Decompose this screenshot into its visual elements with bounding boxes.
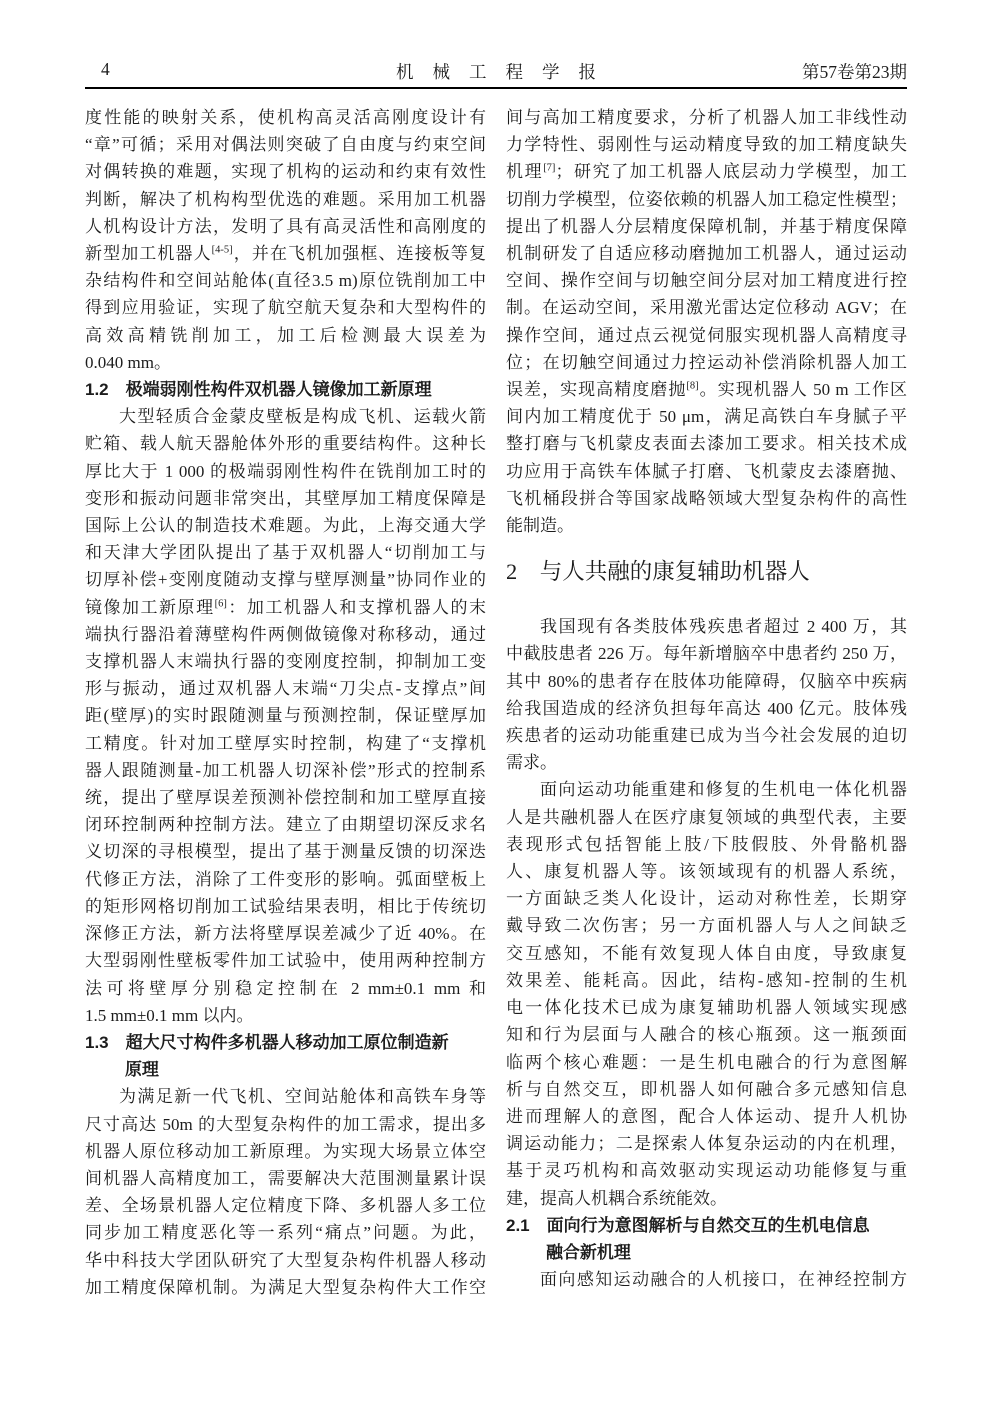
body-text-line: 华中科技大学团队研究了大型复杂构件机器人移动: [85, 1250, 486, 1270]
body-text-line: 新型加工机器人[4-5]，并在飞机加强框、连接板等复: [85, 244, 487, 264]
subsection-heading: 1.3 超大尺寸构件多机器人移动加工原位制造新: [85, 1032, 449, 1052]
two-column-body: [85, 104, 907, 1301]
body-text-line: 的矩形网格切削加工试验结果表明，相比于传统切: [85, 896, 486, 916]
body-text-line: 机器人原位移动加工新原理。为实现大场景立体空: [85, 1141, 486, 1161]
body-text-line: 面向运动功能重建和修复的生机电一体化机器: [540, 780, 907, 800]
body-text-line: 中截肢患者 226 万。每年新增脑卒中患者约 250 万，: [506, 644, 907, 664]
body-text-line: 需求。: [506, 753, 557, 773]
section-heading: 2 与人共融的康复辅助机器人: [506, 559, 810, 585]
body-text-line: 间与高加工精度要求，分析了机器人加工非线性动: [506, 108, 907, 127]
body-text-line: 调运动能力；二是探索人体复杂运动的内在机理，: [506, 1134, 907, 1154]
body-text-line: 机理[7]；研究了加工机器人底层动力学模型，加工: [506, 162, 908, 182]
body-text-line: 位；在切触空间通过力控运动补偿消除机器人加工: [506, 352, 907, 372]
body-text-line: 一方面缺乏类人化设计，运动对称性差，长期穿: [506, 889, 907, 909]
reference-superscript: [4-5]: [211, 244, 233, 256]
body-text-line: 交互感知，不能有效复现人体自由度，导致康复: [506, 943, 907, 963]
body-text-line: 深修正方法，新方法将壁厚误差减少了近 40%。在: [85, 924, 486, 944]
body-text-line: 效果差、能耗高。因此，结构-感知-控制的生机: [506, 970, 907, 990]
body-text-line: 切削力学模型，位姿依赖的机器人加工稳定性模型；: [506, 189, 907, 209]
body-text-line: 同步加工精度恶化等一系列“痛点”问题。为此，: [85, 1223, 486, 1243]
body-text-line: 得到应用验证，实现了航空航天复杂和大型构件的: [85, 298, 486, 318]
body-text-line: 镜像加工新原理[6]：加工机器人和支撑机器人的末: [85, 597, 487, 617]
body-text-line: 其中 80%的患者存在肢体功能障碍，仅脑卒中疾病: [506, 671, 907, 691]
body-text-line: 进而理解人的意图，配合人体运动、提升人机协: [506, 1106, 907, 1126]
body-text-line: 空间、操作空间与切触空间分层对加工精度进行控: [506, 271, 907, 291]
body-text-line: 人、康复机器人等。该领域现有的机器人系统，: [506, 862, 907, 882]
body-text-line: 能制造。: [506, 516, 574, 536]
body-text-line: 人是共融机器人在医疗康复领域的典型代表，主要: [506, 807, 907, 827]
body-text-line: 析与自然交互，即机器人如何融合多元感知信息: [506, 1079, 907, 1099]
reference-superscript: [6]: [214, 598, 227, 609]
body-text-line: 大型弱刚性壁板零件加工试验中，使用两种控制方: [85, 951, 486, 971]
body-text-line: 判断，解决了机构构型优选的难题。采用加工机器: [85, 189, 486, 209]
body-text-line: 疾患者的运动功能重建已成为当今社会发展的迫切: [506, 726, 907, 746]
body-text-line: 代修正方法，消除了工件变形的影响。弧面壁板上: [85, 869, 486, 889]
body-text-line: 尺寸高达 50m 的大型复杂构件的加工需求，提出多: [85, 1114, 486, 1134]
body-text-line: 对偶转换的难题，实现了机构的运动和约束有效性: [85, 162, 486, 182]
body-text-line: 器人跟随测量-加工机器人切深补偿”形式的控制系: [85, 760, 486, 780]
page-number: 4: [101, 59, 110, 79]
subsection-heading: 融合新机理: [545, 1242, 631, 1262]
body-text-line: 杂结构件和空间站舱体(直径3.5 m)原位铣削加工中: [85, 271, 486, 291]
body-text-line: 高效高精铣削加工，加工后检测最大误差为: [85, 325, 486, 345]
reference-superscript: [8]: [686, 380, 699, 392]
body-text-line: 力学特性、弱刚性与运动精度导致的加工精度缺失: [506, 135, 907, 155]
body-text-line: 电一体化技术已成为康复辅助机器人领域实现感: [506, 998, 907, 1018]
body-text-line: 知和行为层面与人融合的核心瓶颈。这一瓶颈面: [506, 1025, 907, 1045]
body-text-line: 工精度。针对加工壁厚实时控制，构建了“支撑机: [85, 733, 486, 753]
body-text-line: 和天津大学团队提出了基于双机器人“切削加工与: [85, 543, 486, 563]
body-text-line: 度性能的映射关系，使机构高灵活高刚度设计有: [85, 108, 486, 127]
body-text-line: “章”可循；采用对偶法则突破了自由度与约束空间: [85, 135, 486, 155]
body-text-line: 临两个核心难题：一是生机电融合的行为意图解: [506, 1052, 907, 1072]
body-text-line: 机制研发了自适应移动磨抛加工机器人，通过运动: [506, 244, 907, 264]
body-text-line: 提出了机器人分层精度保障机制，并基于精度保障: [506, 216, 907, 236]
body-text-line: 支撑机器人末端执行器的变刚度控制，抑制加工变: [85, 652, 486, 672]
body-text-line: 1.5 mm±0.1 mm 以内。: [85, 1005, 254, 1025]
body-text-line: 面向感知运动融合的人机接口，在神经控制方: [540, 1270, 907, 1290]
body-text-line: 我国现有各类肢体残疾患者超过 2 400 万，其: [540, 617, 907, 637]
body-text-line: 加工精度保障机制。为满足大型复杂构件大工作空: [85, 1277, 486, 1297]
body-text-line: 变形和振动问题非常突出，其壁厚加工精度保障是: [85, 488, 486, 508]
body-text-line: 闭环控制两种控制方法。建立了由期望切深反求名: [85, 815, 486, 835]
text-column-left: [85, 104, 486, 1301]
body-text-line: 距(壁厚)的实时跟随测量与预测控制，保证壁厚加: [85, 706, 486, 726]
body-text-line: 国际上公认的制造技术难题。为此，上海交通大学: [85, 516, 486, 536]
body-text-line: 0.040 mm。: [85, 352, 171, 372]
subsection-heading: 原理: [124, 1060, 159, 1080]
body-text-line: 制。在运动空间，采用激光雷达定位移动 AGV；在: [506, 298, 907, 318]
body-text-line: 贮箱、载人航天器舱体外形的重要结构件。这种长: [85, 434, 486, 454]
body-text-line: 建，提高人机耦合系统能效。: [506, 1188, 727, 1208]
header-rule: [85, 87, 907, 89]
body-text-line: 法可将壁厚分别稳定控制在 2 mm±0.1 mm 和: [85, 978, 486, 998]
issue-label: 第57卷第23期: [802, 62, 907, 82]
body-text-line: 整打磨与飞机蒙皮表面去漆加工要求。相关技术成: [506, 434, 907, 454]
subsection-heading: 1.2 极端弱刚性构件双机器人镜像加工新原理: [85, 380, 432, 400]
body-text-line: 基于灵巧机构和高效驱动实现运动功能修复与重: [506, 1161, 907, 1181]
body-text-line: 切厚补偿+变刚度随动支撑与壁厚测量”协同作业的: [85, 570, 486, 590]
body-text-line: 间机器人高精度加工，需要解决大范围测量累计误: [85, 1168, 486, 1188]
body-text-line: 间内加工精度优于 50 μm，满足高铁白车身腻子平: [506, 407, 907, 427]
reference-superscript: [7]: [543, 162, 556, 174]
body-text-line: 人机构设计方法，发明了具有高灵活性和高刚度的: [85, 216, 486, 236]
body-text-line: 给我国造成的经济负担每年高达 400 亿元。肢体残: [506, 698, 907, 718]
body-text-line: 误差，实现高精度磨抛[8]。实现机器人 50 m 工作区: [506, 380, 907, 400]
body-text-line: 飞机桶段拼合等国家战略领域大型复杂构件的高性: [506, 488, 907, 508]
body-text-line: 统，提出了壁厚误差预测补偿控制和加工壁厚直接: [85, 788, 486, 808]
journal-title: 机械工程学报: [396, 62, 615, 82]
body-text-line: 差、全场景机器人定位精度下降、多机器人多工位: [85, 1196, 486, 1216]
body-text-line: 戴导致二次伤害；另一方面机器人与人之间缺乏: [506, 916, 907, 936]
body-text-line: 义切深的寻根模型，提出了基于测量反馈的切深迭: [85, 842, 486, 862]
body-text-line: 端执行器沿着薄壁构件两侧做镜像对称移动，通过: [85, 624, 486, 644]
subsection-heading: 2.1 面向行为意图解析与自然交互的生机电信息: [506, 1215, 870, 1235]
body-text-line: 功应用于高铁车体腻子打磨、飞机蒙皮去漆磨抛、: [506, 461, 907, 481]
body-text-line: 形与振动，通过双机器人末端“刀尖点-支撑点”间: [85, 679, 486, 699]
body-text-line: 表现形式包括智能上肢/下肢假肢、外骨骼机器: [506, 834, 907, 854]
text-column-right: [506, 104, 907, 1301]
body-text-line: 大型轻质合金蒙皮壁板是构成飞机、运载火箭: [119, 407, 486, 427]
body-text-line: 为满足新一代飞机、空间站舱体和高铁车身等: [119, 1087, 486, 1107]
body-text-line: 操作空间，通过点云视觉伺服实现机器人高精度寻: [506, 325, 907, 345]
body-text-line: 厚比大于 1 000 的极端弱刚性构件在铣削加工时的: [85, 461, 486, 481]
page-header: [85, 57, 907, 83]
